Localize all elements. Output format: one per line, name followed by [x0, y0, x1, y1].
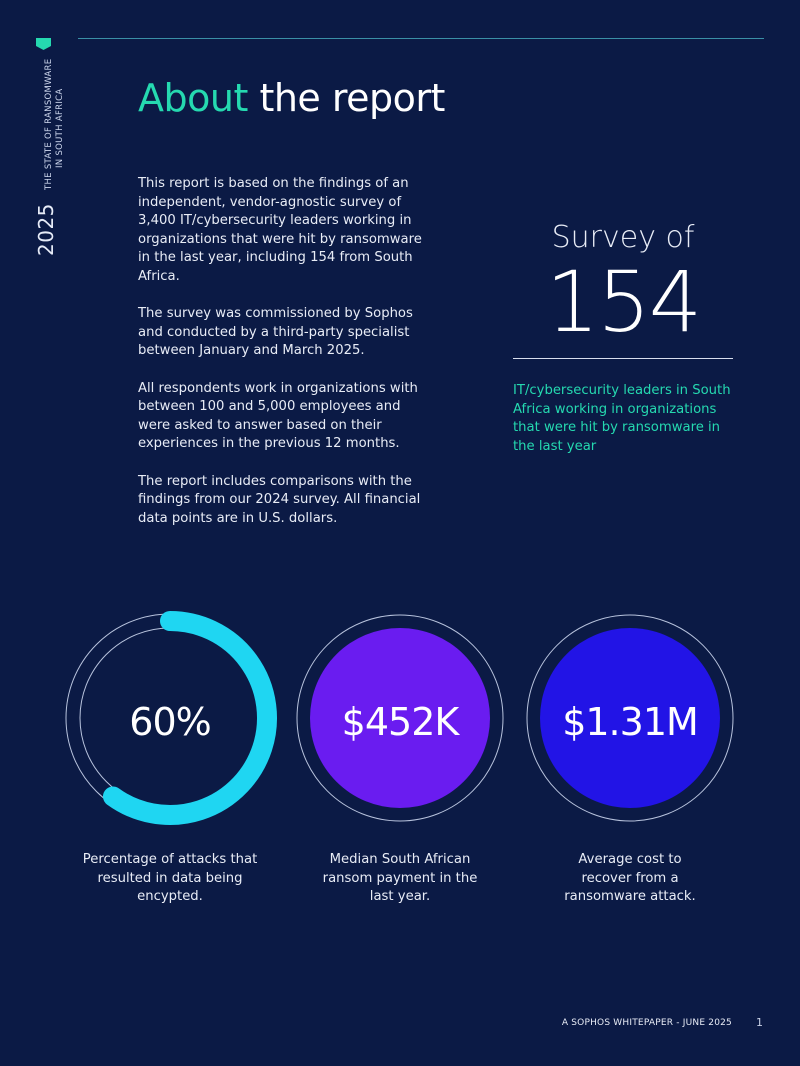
- survey-label: Survey of: [551, 220, 695, 255]
- paragraph: This report is based on the findings of an independent, vendor-agnostic survey of 3,400 IT/cybersecurity leaders working in organizations that were hit by ransomware in the last year, including 154 from South Africa.: [138, 176, 422, 284]
- footer-text: A SOPHOS WHITEPAPER - JUNE 2025: [561, 1018, 732, 1028]
- title-accent: About: [138, 76, 248, 120]
- metric-2-value: $452K: [341, 700, 459, 744]
- sidebar-label-line1: THE STATE OF RANSOMWARE: [44, 58, 54, 190]
- paragraph: The survey was commissioned by Sophos and conducted by a third-party specialist between January and March 2025.: [138, 306, 413, 359]
- page-number: 1: [756, 1016, 763, 1029]
- survey-caption: IT/cybersecurity leaders in South Africa working in organizations that were hit by ransomware in the last year: [513, 383, 731, 454]
- metric-3-value: $1.31M: [562, 700, 698, 744]
- sidebar-year: 2025: [34, 203, 58, 256]
- metric-1-value: 60%: [129, 700, 211, 744]
- survey-number: 154: [545, 253, 701, 351]
- metric-2-caption: Median South African ransom payment in the last year.: [322, 852, 478, 905]
- title-rest: the report: [247, 76, 445, 120]
- paragraph: The report includes comparisons with the findings from our 2024 survey. All financial data points are in U.S. dollars.: [138, 473, 421, 526]
- paragraph: All respondents work in organizations with between 100 and 5,000 employees and were asked to answer based on their experiences in the previous 12 months.: [138, 380, 418, 452]
- sidebar-label-line2: IN SOUTH AFRICA: [55, 88, 65, 168]
- metric-1-caption: Percentage of attacks that resulted in data being encypted.: [82, 852, 258, 905]
- metric-3-caption: Average cost to recover from a ransomware attack.: [564, 852, 696, 905]
